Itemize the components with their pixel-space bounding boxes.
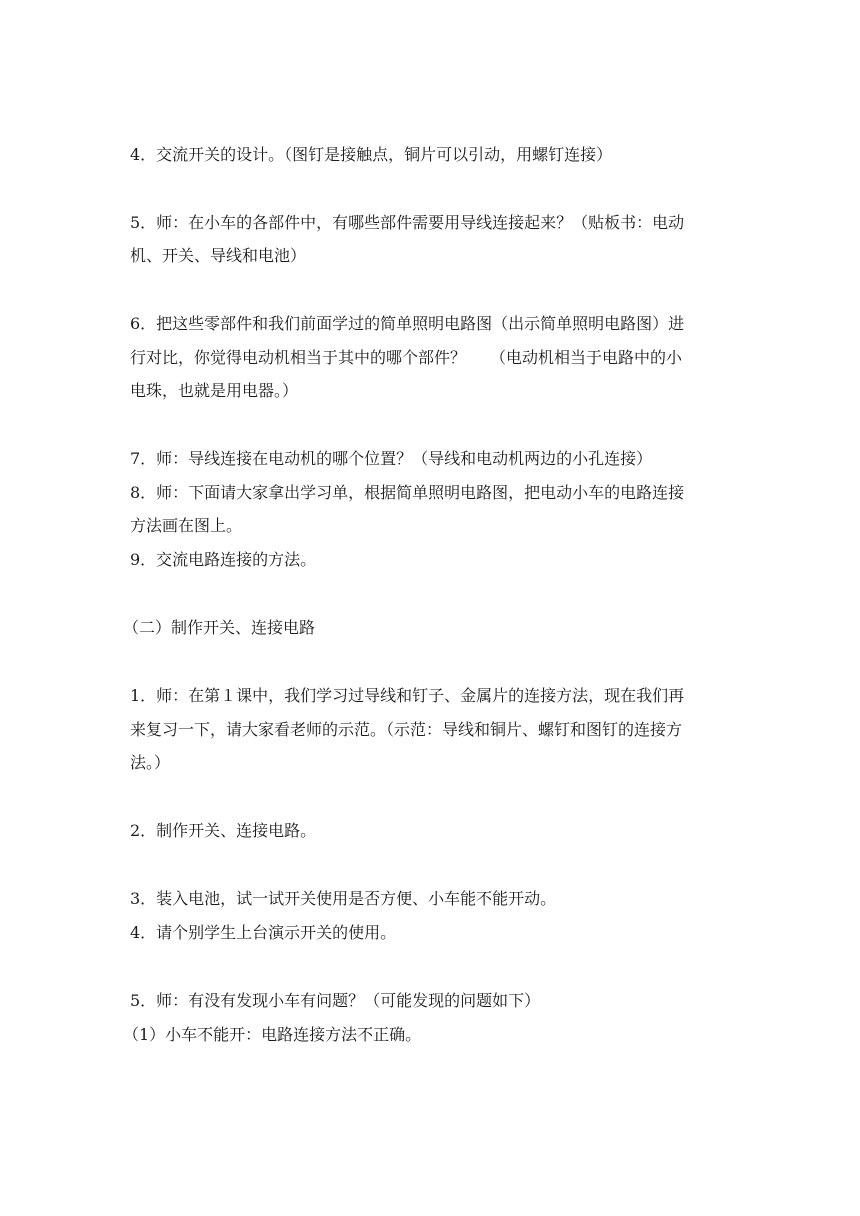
paragraph-line: 1．师：在第１课中，我们学习过导线和钉子、金属片的连接方法，现在我们再 <box>130 686 685 705</box>
paragraph-line: （1）小车不能开：电路连接方法不正确。 <box>123 1025 422 1044</box>
paragraph-line: 2．制作开关、连接电路。 <box>130 821 317 840</box>
paragraph-line: 8．师：下面请大家拿出学习单，根据简单照明电路图，把电动小车的电路连接 <box>130 483 685 502</box>
paragraph-line: 3．装入电池，试一试开关使用是否方便、小车能不能开动。 <box>130 889 557 908</box>
paragraph-line: 来复习一下，请大家看老师的示范。（示范：导线和铜片、螺钉和图钉的连接方 <box>130 720 683 739</box>
paragraph-line: 电珠，也就是用电器。） <box>130 381 299 400</box>
paragraph-line: 4．交流开关的设计。（图钉是接触点，铜片可以引动，用螺钉连接） <box>130 145 613 164</box>
paragraph-line: 5．师：有没有发现小车有问题？（可能发现的问题如下） <box>130 991 541 1010</box>
paragraph-line: 机、开关、导线和电池） <box>130 246 307 265</box>
paragraph-line: 9．交流电路连接的方法。 <box>130 550 317 569</box>
paragraph-line: 4．请个别学生上台演示开关的使用。 <box>130 923 397 942</box>
section-heading: （二）制作开关、连接电路 <box>123 618 316 637</box>
paragraph-line: 方法画在图上。 <box>130 516 243 535</box>
paragraph-line: 5．师：在小车的各部件中，有哪些部件需要用导线连接起来？（贴板书：电动 <box>130 213 685 232</box>
paragraph-line: 6．把这些零部件和我们前面学过的简单照明电路图（出示简单照明电路图）进 <box>130 314 685 333</box>
paragraph-line: 法。） <box>130 753 171 772</box>
paragraph-line: 7．师：导线连接在电动机的哪个位置？（导线和电动机两边的小孔连接） <box>130 449 653 468</box>
paragraph-line: 行对比，你觉得电动机相当于其中的哪个部件？ （电动机相当于电路中的小 <box>130 348 683 367</box>
